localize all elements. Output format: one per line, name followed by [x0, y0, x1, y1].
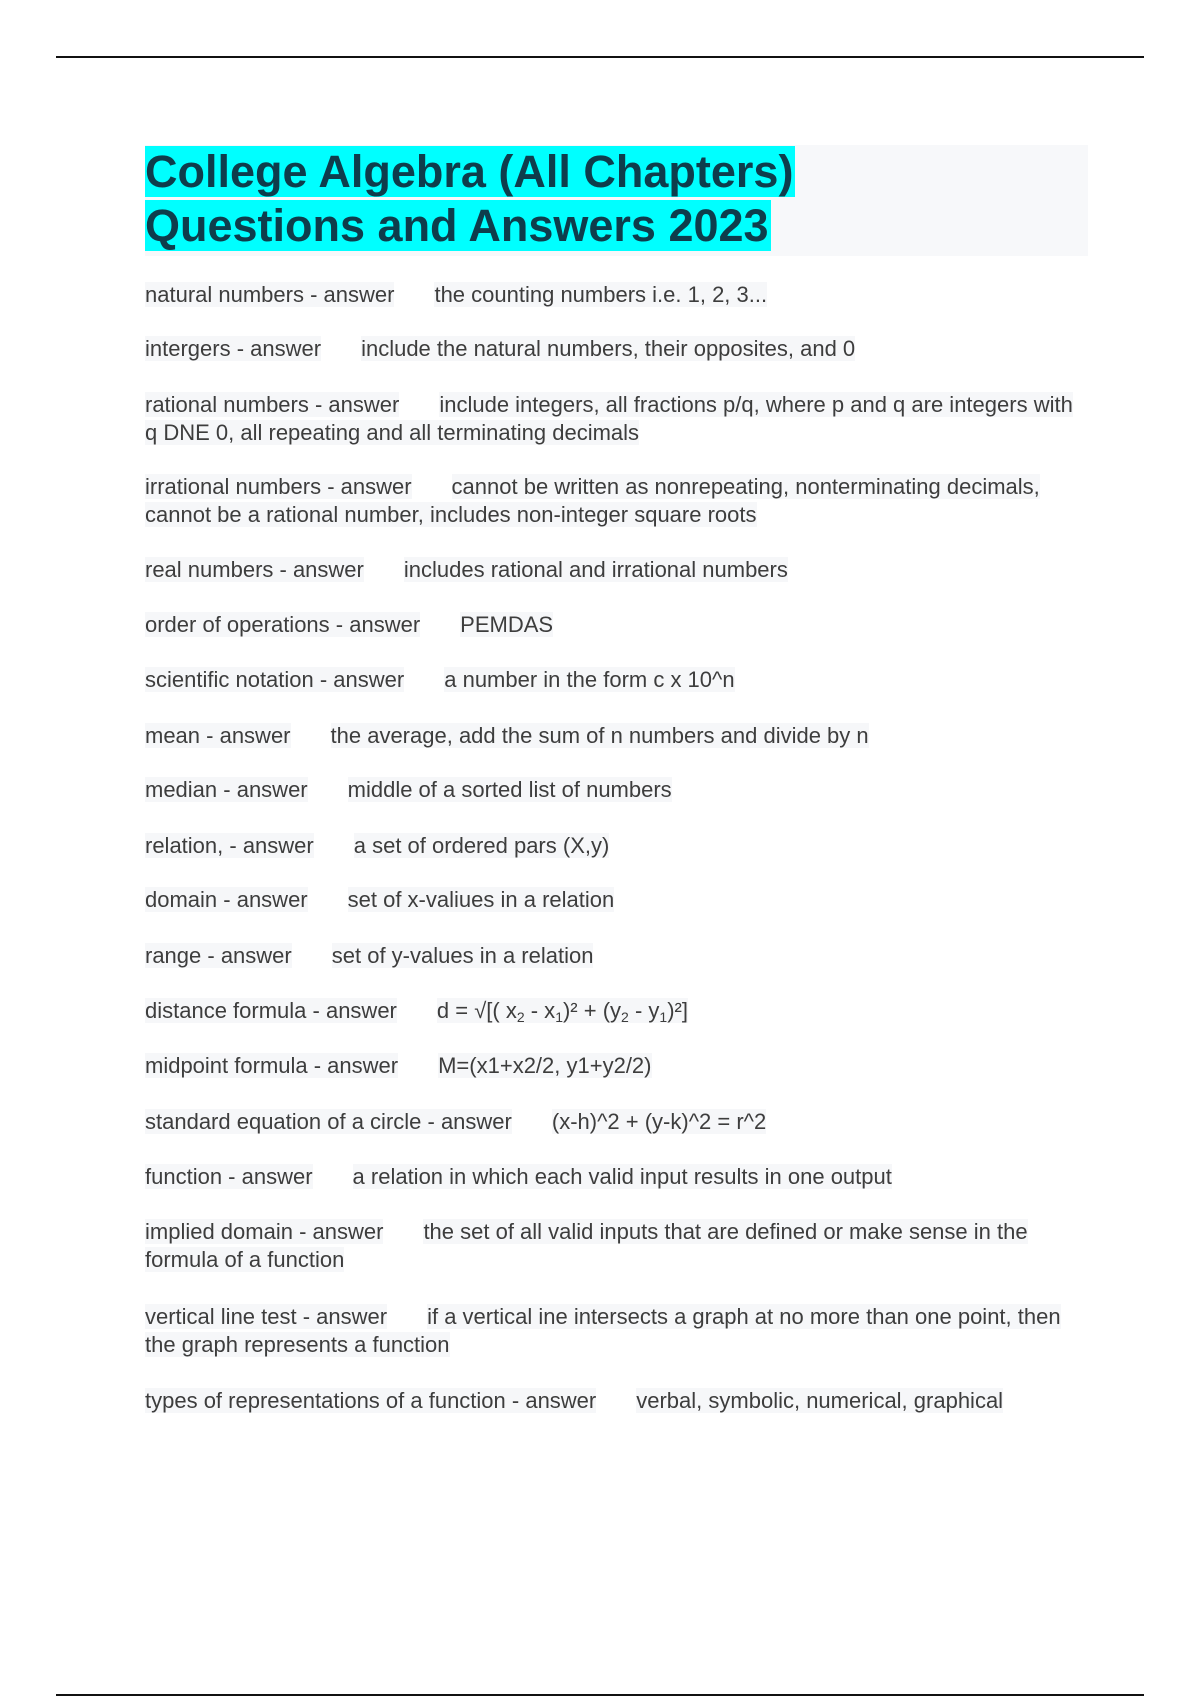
answer-text: middle of a sorted list of numbers [347, 777, 672, 802]
qa-item-function [145, 1163, 1090, 1191]
answer-text: d = √[( $x_2 - x_1)^2 + (y_2 - y_1)^2$] [436, 998, 688, 1025]
qa-item-real-numbers [145, 556, 1090, 584]
answer-text: cannot be written as nonrepeating, nonterminating decimals, cannot be a rational number, includes non-integer square roots [145, 474, 1040, 527]
title-line-2: Questions and Answers 2023 [145, 200, 769, 251]
question-text: rational numbers - answer [145, 392, 400, 417]
question-text: mean - answer [145, 723, 291, 748]
answer-text: a number in the form c x 10^n [444, 667, 735, 692]
document-title [145, 145, 1088, 253]
qa-item-mean [145, 722, 1090, 750]
qa-item-relation [145, 832, 1090, 860]
qa-item-implied-domain [145, 1218, 1090, 1274]
title-block [145, 145, 1088, 256]
answer-text: PEMDAS [460, 612, 554, 637]
question-text: domain - answer [145, 887, 308, 912]
answer-text: the set of all valid inputs that are defined or make sense in the formula of a function [145, 1219, 1028, 1272]
question-text: vertical line test - answer [145, 1304, 388, 1329]
qa-item-distance-formula [145, 997, 1090, 1025]
question-text: distance formula - answer [145, 998, 397, 1023]
answer-text: (x-h)^2 + (y-k)^2 = r^2 [551, 1109, 767, 1134]
question-text: order of operations - answer [145, 612, 421, 637]
question-text: standard equation of a circle - answer [145, 1109, 512, 1134]
qa-item-integers [145, 335, 1090, 363]
answer-text: the counting numbers i.e. 1, 2, 3... [434, 282, 768, 307]
qa-item-irrational-numbers [145, 473, 1090, 529]
question-text: types of representations of a function - answer [145, 1388, 597, 1413]
question-text: implied domain - answer [145, 1219, 384, 1244]
question-text: relation, - answer [145, 833, 314, 858]
qa-list [145, 281, 1090, 1415]
question-text: real numbers - answer [145, 557, 364, 582]
answer-text: a set of ordered pars (X,y) [353, 833, 610, 858]
qa-item-vertical-line-test [145, 1303, 1090, 1359]
qa-item-rational-numbers [145, 391, 1090, 447]
qa-item-order-of-operations [145, 611, 1090, 639]
qa-item-midpoint-formula [145, 1052, 1090, 1080]
bottom-rule [56, 1694, 1144, 1696]
answer-text: includes rational and irrational numbers [403, 557, 788, 582]
answer-text: verbal, symbolic, numerical, graphical [636, 1388, 1004, 1413]
answer-text: a relation in which each valid input results in one output [352, 1164, 892, 1189]
question-text: natural numbers - answer [145, 282, 395, 307]
qa-item-natural-numbers [145, 281, 1090, 309]
title-line-1: College Algebra (All Chapters) [145, 146, 794, 197]
qa-item-range [145, 942, 1090, 970]
question-text: scientific notation - answer [145, 667, 405, 692]
question-text: intergers - answer [145, 336, 322, 361]
question-text: range - answer [145, 943, 292, 968]
qa-item-circle-equation [145, 1108, 1090, 1136]
answer-text: if a vertical ine intersects a graph at no more than one point, then the graph represents a function [145, 1304, 1061, 1357]
top-rule [56, 56, 1144, 58]
qa-item-function-representations [145, 1387, 1090, 1415]
question-text: function - answer [145, 1164, 313, 1189]
answer-text: include integers, all fractions p/q, where p and q are integers with q DNE 0, all repeating and all terminating decimals [145, 392, 1073, 445]
answer-text: the average, add the sum of n numbers and divide by n [330, 723, 869, 748]
qa-item-scientific-notation [145, 666, 1090, 694]
question-text: irrational numbers - answer [145, 474, 412, 499]
qa-item-domain [145, 886, 1090, 914]
qa-item-median [145, 776, 1090, 804]
answer-text: set of y-values in a relation [331, 943, 594, 968]
answer-text: include the natural numbers, their opposites, and 0 [361, 336, 856, 361]
question-text: midpoint formula - answer [145, 1053, 399, 1078]
answer-text: M=(x1+x2/2, y1+y2/2) [438, 1053, 652, 1078]
question-text: median - answer [145, 777, 308, 802]
answer-text: set of x-valiues in a relation [347, 887, 615, 912]
